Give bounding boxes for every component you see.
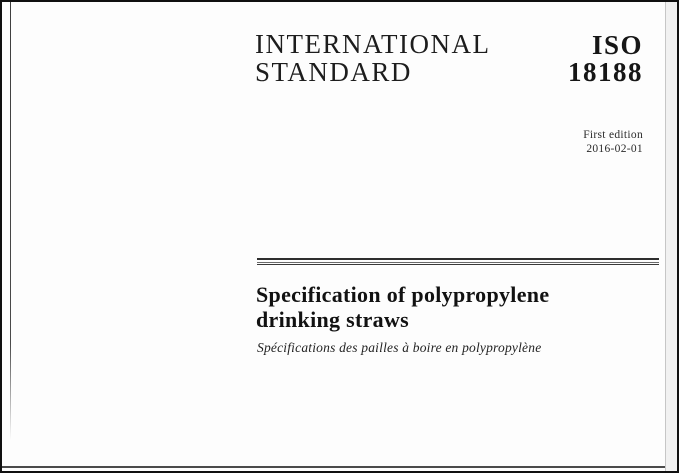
title-en-line2: drinking straws: [256, 307, 410, 332]
document-title-english: [256, 282, 549, 332]
standard-designation: [568, 32, 643, 86]
rule-line-1: [257, 258, 659, 260]
page-right-gutter-strip: [665, 2, 677, 471]
rule-line-3: [257, 264, 659, 265]
standard-org-label: ISO: [591, 30, 643, 60]
title-divider-rule: [257, 258, 659, 265]
edition-block: [583, 129, 643, 156]
standard-type-line2: STANDARD: [255, 57, 412, 87]
page-left-edge-scan-line: [10, 2, 11, 440]
standard-type-line1: INTERNATIONAL: [255, 29, 491, 59]
page-bottom-scan-line: [2, 466, 665, 468]
standard-number: 18188: [568, 57, 643, 87]
rule-line-2: [257, 262, 659, 263]
edition-date: 2016-02-01: [586, 142, 643, 155]
standard-type-label: [255, 30, 490, 86]
edition-label: First edition: [583, 129, 643, 141]
document-title-french: Spécifications des pailles à boire en polypropylène: [257, 340, 542, 355]
title-en-line1: Specification of polypropylene: [256, 282, 550, 307]
